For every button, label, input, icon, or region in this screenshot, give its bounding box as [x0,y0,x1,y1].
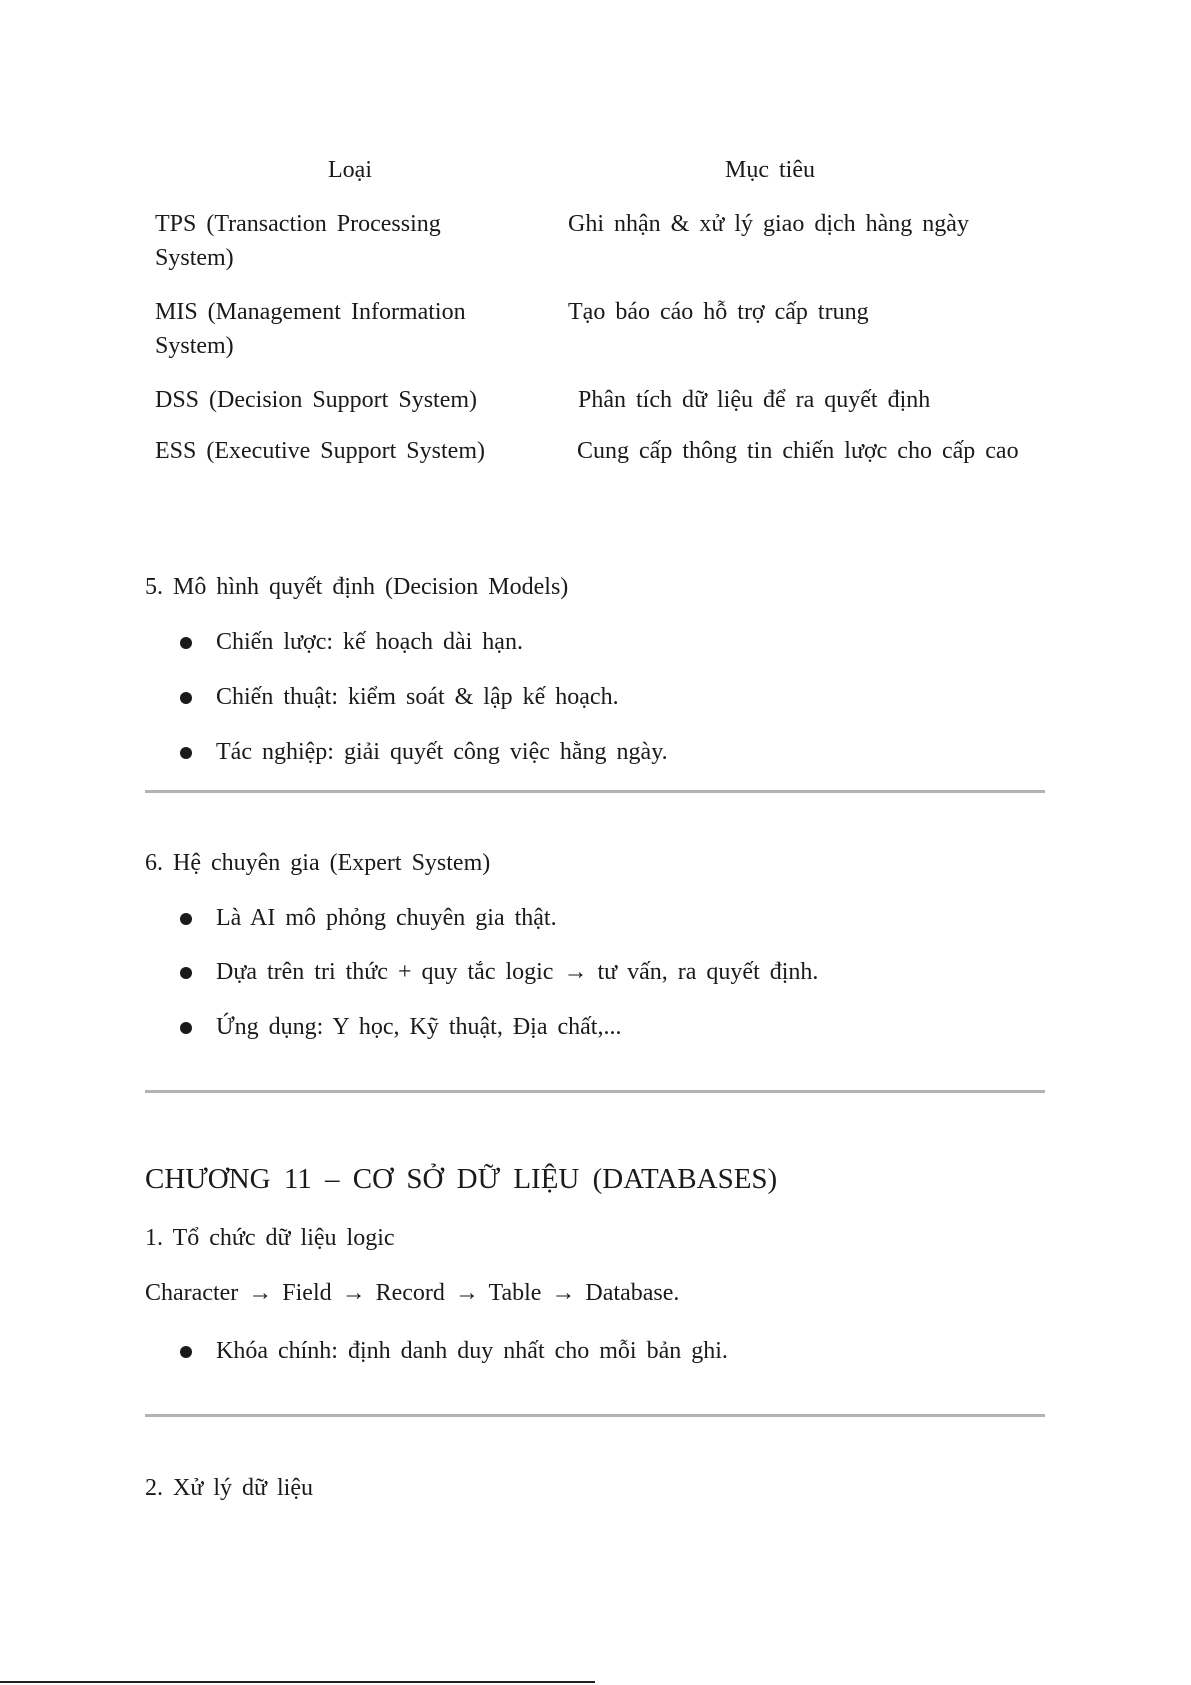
bullet-icon [180,967,192,979]
subsection-2-title: 2. Xử lý dữ liệu [145,1475,314,1501]
list-item: Chiến thuật: kiểm soát & lập kế hoạch. [216,684,619,710]
list-item: Tác nghiệp: giải quyết công việc hằng ngày. [216,739,668,765]
bullet-icon [180,1022,192,1034]
list-item: Khóa chính: định danh duy nhất cho mỗi bản ghi. [216,1338,728,1364]
section-6-title: 6. Hệ chuyên gia (Expert System) [145,850,491,876]
chapter-title: CHƯƠNG 11 – CƠ SỞ DỮ LIỆU (DATABASES) [145,1163,778,1195]
list-item: Ứng dụng: Y học, Kỹ thuật, Địa chất,... [216,1014,622,1040]
data-hierarchy: Character → Field → Record → Table → Database. [145,1280,680,1306]
table-cell-goal: Cung cấp thông tin chiến lược cho cấp cao [577,438,1019,464]
list-item: Dựa trên tri thức + quy tắc logic → tư vấn, ra quyết định. [216,959,819,985]
table-header-type: Loại [328,157,372,183]
table-cell-type: TPS (Transaction Processing System) [155,211,441,271]
divider [145,790,1045,793]
table-cell-type: MIS (Management Information System) [155,299,466,359]
table-cell-goal: Phân tích dữ liệu để ra quyết định [578,387,931,413]
table-cell-type: DSS (Decision Support System) [155,387,478,413]
table-cell-type: ESS (Executive Support System) [155,438,485,464]
divider [145,1414,1045,1417]
list-item: Chiến lược: kế hoạch dài hạn. [216,629,523,655]
section-5-title: 5. Mô hình quyết định (Decision Models) [145,574,569,600]
subsection-1-title: 1. Tổ chức dữ liệu logic [145,1225,395,1251]
page-bottom-edge [0,1681,595,1683]
bullet-icon [180,913,192,925]
bullet-icon [180,747,192,759]
divider [145,1090,1045,1093]
list-item: Là AI mô phỏng chuyên gia thật. [216,905,557,931]
bullet-icon [180,1346,192,1358]
bullet-icon [180,637,192,649]
bullet-icon [180,692,192,704]
table-header-goal: Mục tiêu [725,157,815,183]
table-cell-goal: Tạo báo cáo hỗ trợ cấp trung [568,299,869,325]
table-cell-goal: Ghi nhận & xử lý giao dịch hàng ngày [568,211,969,237]
